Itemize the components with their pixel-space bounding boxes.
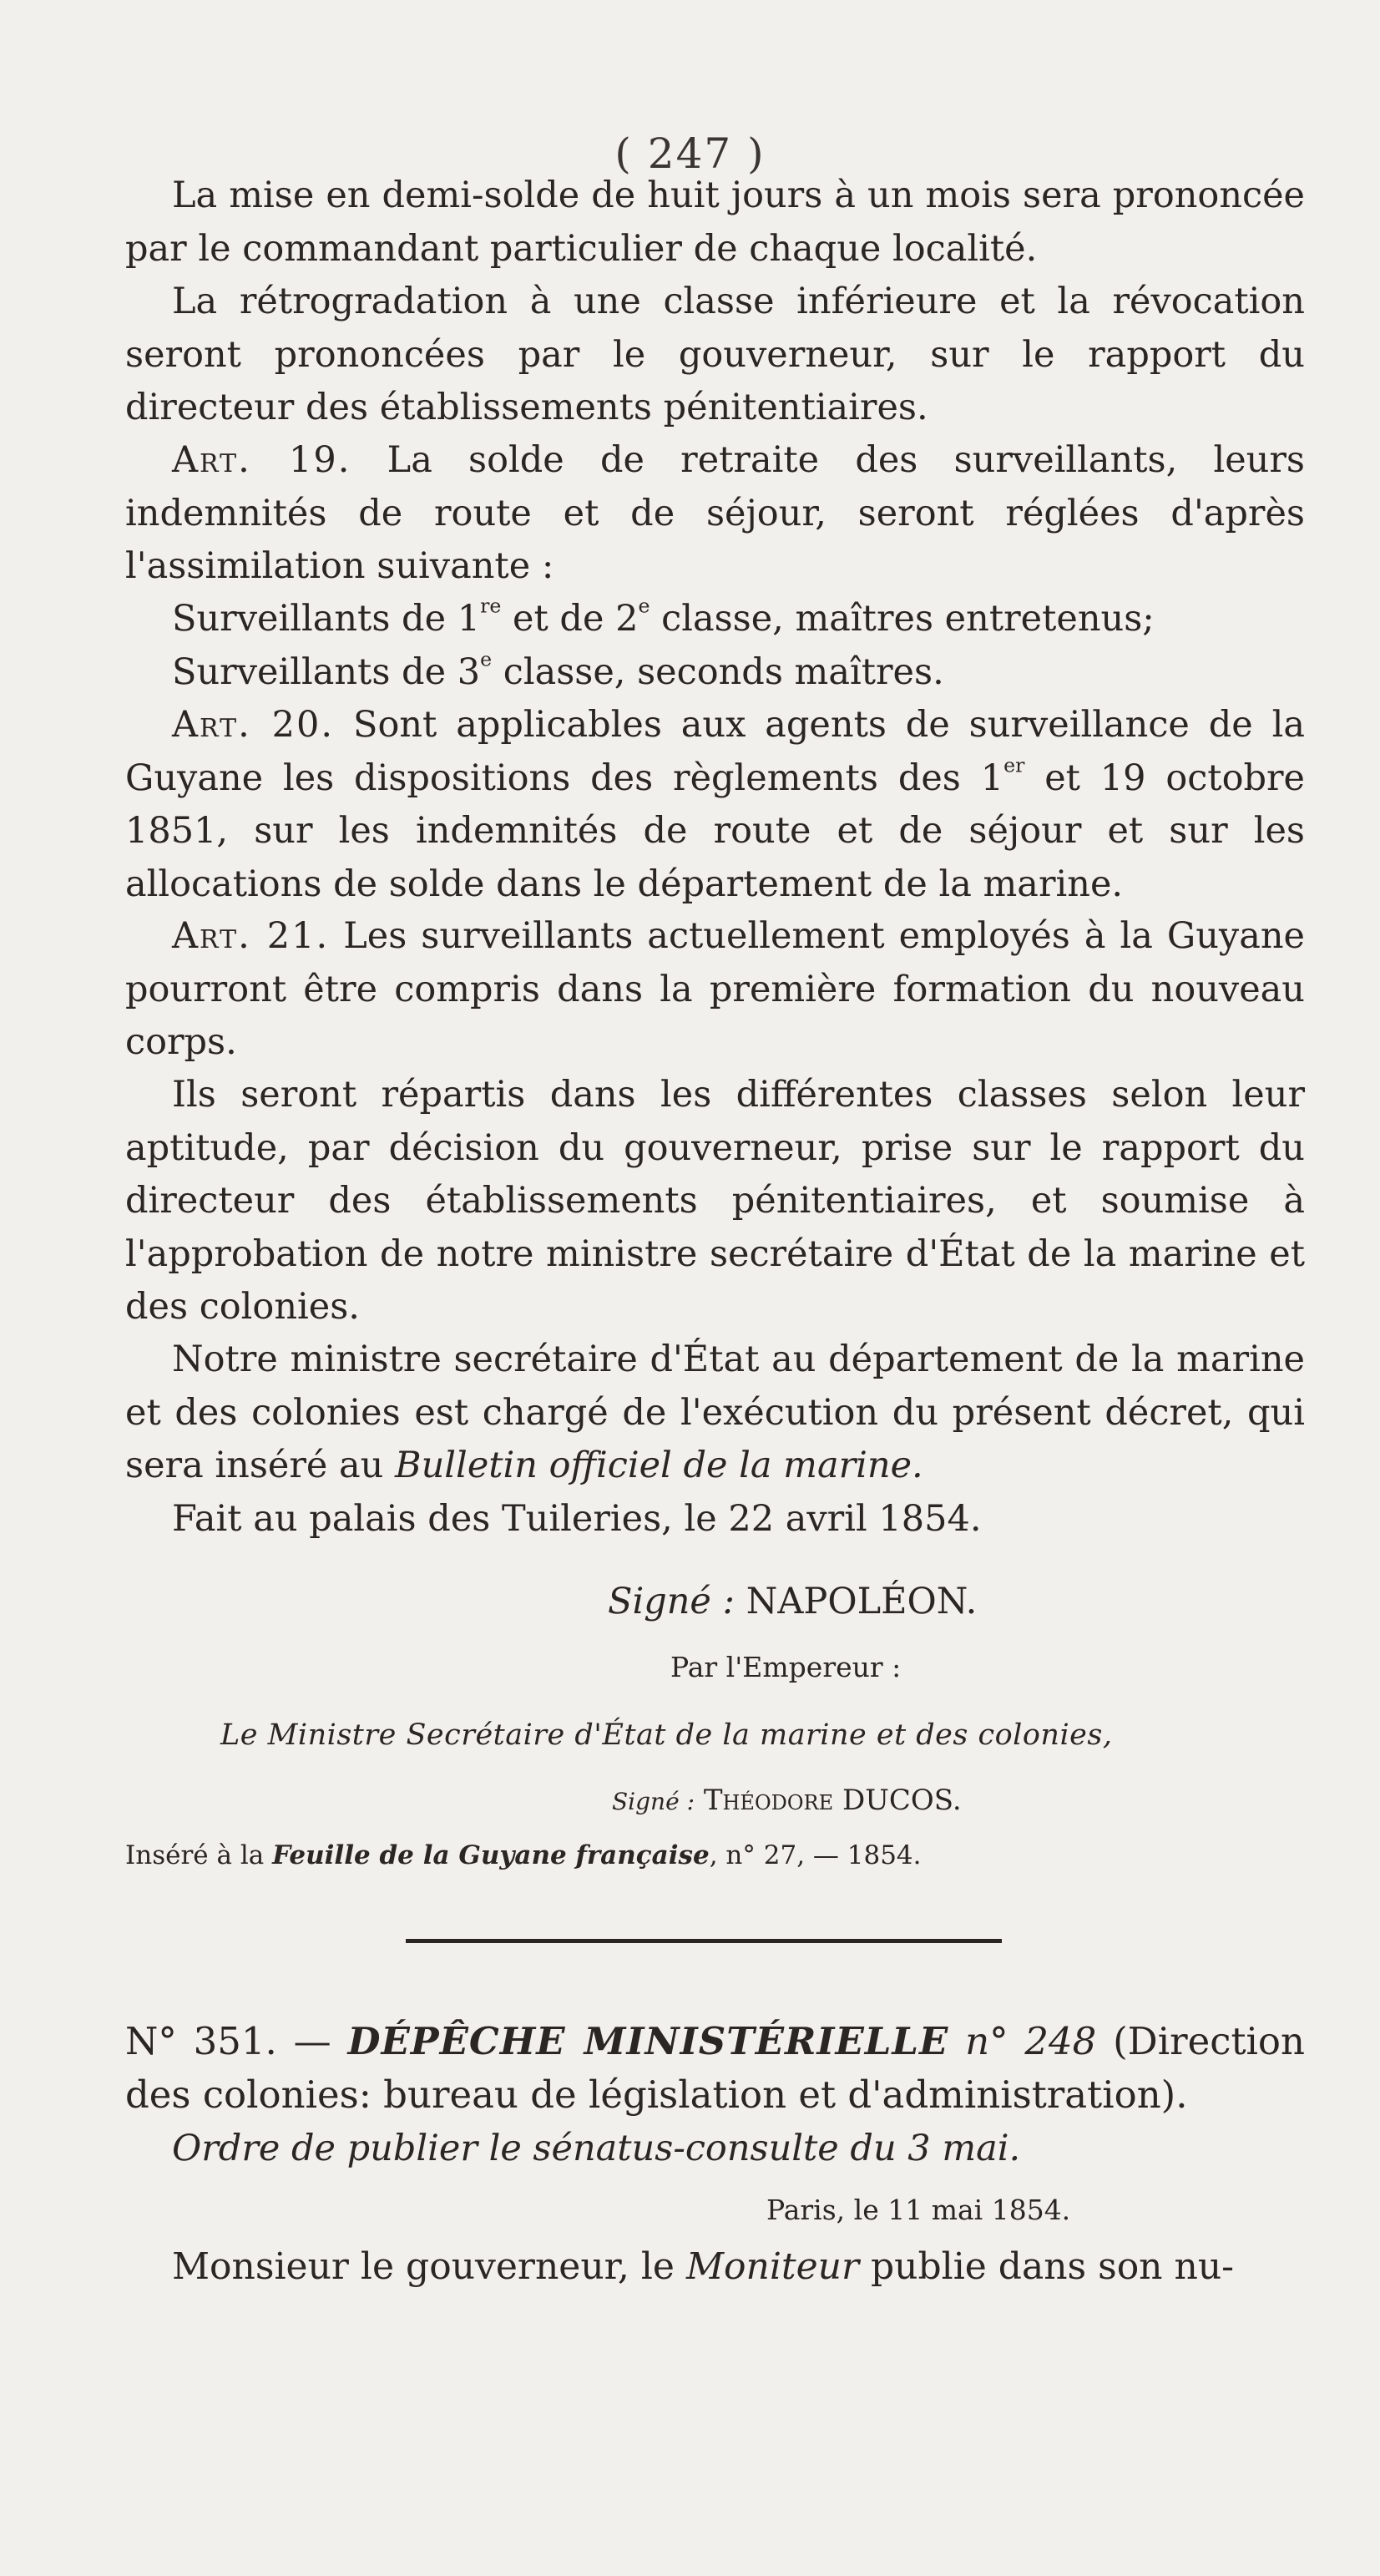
paragraph-retrogradation: La rétrogradation à une classe inférieure et la révocation seront prononcées par le gouverneur, sur le rapport du directeur des établissements pénitentiaires. [125,281,1305,428]
paragraph-demi-solde: La mise en demi-solde de huit jours à un mois sera prononcée par le commandant particulier de chaque localité. [125,175,1305,270]
par-empereur: Par l'Empereur : [670,1651,902,1683]
insertion-note: Inséré à la Feuille de la Guyane française, n° 27, — 1854. [125,1840,922,1870]
ordre-subtitle: Ordre de publier le sénatus-consulte du 3 mai. [172,2128,1021,2169]
article-21: Art. 21. Les surveillants actuellement employés à la Guyane pourront être compris dans la première formation du nouveau corps. [125,915,1305,1063]
paragraph-fait: Fait au palais des Tuileries, le 22 avril 1854. [172,1498,982,1540]
article-19-text: La solde de retraite des surveillants, leurs indemnités de route et de séjour, seront réglées d'après l'assimilation suivante : [125,439,1305,587]
assimilation-line-1: Surveillants de 1re et de 2e classe, maîtres entretenus; [172,594,1155,640]
signature-ducos: Signé : Théodore DUCOS. [612,1784,962,1817]
article-19 [125,434,1305,594]
article-21-label: Art. 21. [172,915,330,957]
date-place: Paris, le 11 mai 1854. [766,2194,1071,2226]
letter-opening: Monsieur le gouverneur, le Moniteur publie dans son nu- [172,2245,1235,2288]
paragraph-execution: Notre ministre secrétaire d'État au département de la marine et des colonies est chargé de l'exécution du présent décret, qui sera inséré au Bulletin officiel de la marine. [125,1339,1305,1486]
signature-napoleon: Signé : NAPOLÉON. [608,1581,978,1622]
paragraph-repartition: Ils seront répartis dans les différentes classes selon leur aptitude, par décision du gouverneur, prise sur le rapport du directeur des établissements pénitentiaires, et soumise à l'approbation de notre ministre secrétaire d'État de la marine et des colonies. [125,1074,1305,1328]
section-heading: N° 351. — DÉPÊCHE MINISTÉRIELLE n° 248 (Direction des colonies: bureau de législation et d'administration). [125,2019,1306,2117]
article-20: Art. 20. Sont applicables aux agents de surveillance de la Guyane les dispositions des règlements des 1er et 19 octobre 1851, sur les indemnités de route et de séjour et sur les allocations de solde dans le département de la marine. [125,704,1305,905]
page-number: ( 247 ) [614,129,766,178]
article-19-label: Art. 19. [172,439,351,481]
article-20-label: Art. 20. [172,704,335,746]
section-divider [406,1939,1002,1943]
ministre-title: Le Ministre Secrétaire d'État de la marine et des colonies, [220,1718,1113,1752]
assimilation-line-2: Surveillants de 3e classe, seconds maîtres. [172,647,944,693]
